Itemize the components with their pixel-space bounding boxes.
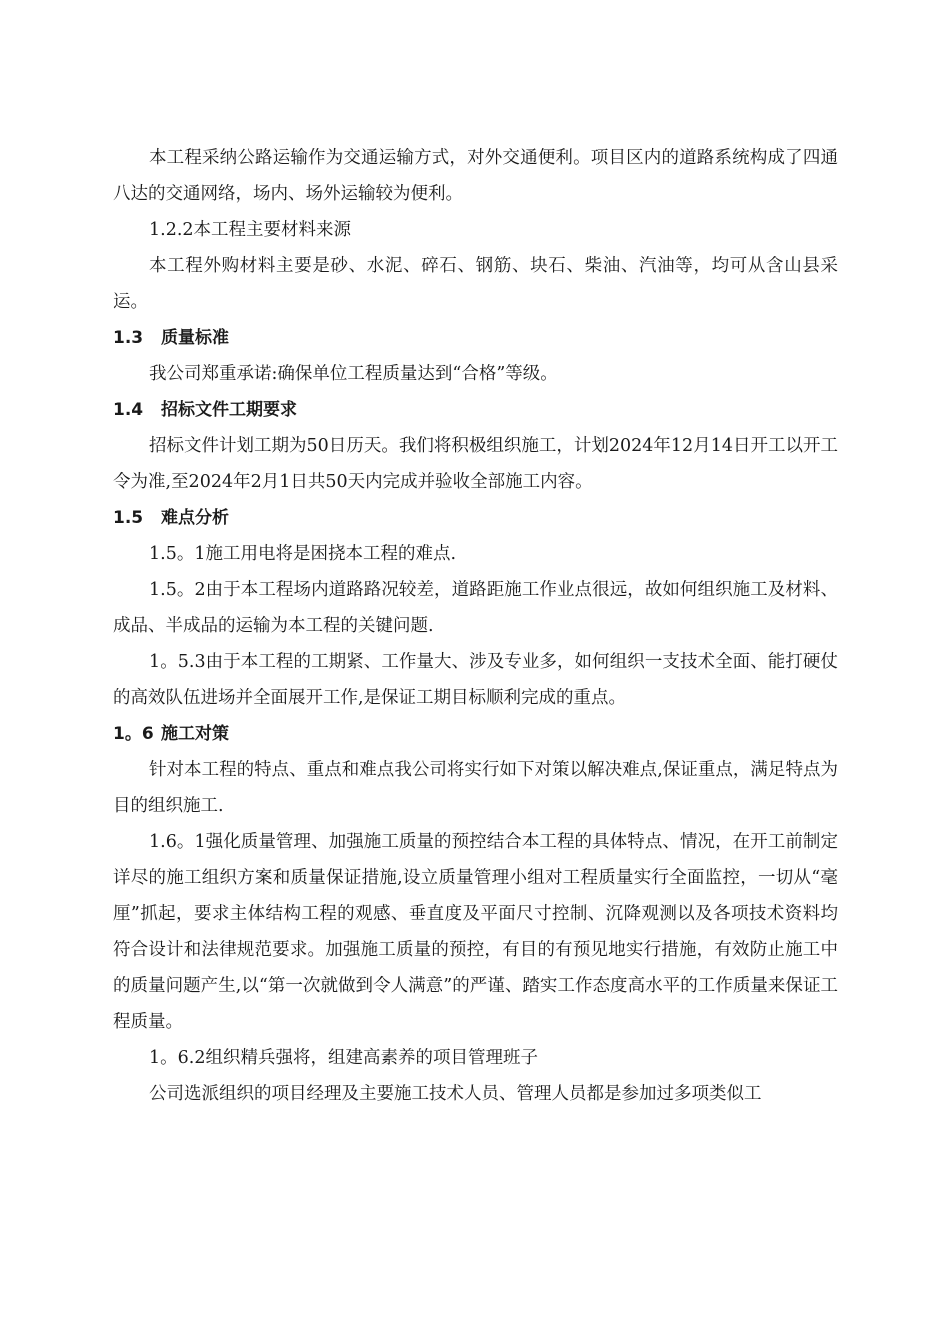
heading-title: 招标文件工期要求 bbox=[161, 400, 297, 420]
document-body bbox=[113, 140, 838, 1112]
heading-difficulty-analysis bbox=[113, 500, 838, 536]
paragraph-countermeasure-2-body: 公司选派组织的项目经理及主要施工技术人员、管理人员都是参加过多项类似工 bbox=[149, 1084, 762, 1104]
heading-title: 难点分析 bbox=[161, 508, 229, 528]
paragraph-countermeasure-1: 1.6。1强化质量管理、加强施工质量的预控结合本工程的具体特点、情况，在开工前制定详尽的施工组织方案和质量保证措施,设立质量管理小组对工程质量实行全面监控，一切从“毫厘”抓起，要求主体结构工程的观感、垂直度及平面尺寸控制、沉降观测以及各项技术资料均符合设计和法律规范要求。加强施工质量的预控，有目的有预见地实行措施，有效防止施工中的质量问题产生,以“第一次就做到令人满意”的严谨、踏实工作态度高水平的工作质量来保证工程质量。 bbox=[113, 832, 838, 1032]
paragraph-difficulty-3: 1。5.3由于本工程的工期紧、工作量大、涉及专业多，如何组织一支技术全面、能打硬仗的高效队伍进场并全面展开工作,是保证工期目标顺利完成的重点。 bbox=[113, 652, 838, 708]
heading-title: 施工对策 bbox=[161, 724, 229, 744]
heading-number: 1。6 bbox=[113, 724, 154, 744]
heading-number: 1.3 bbox=[113, 328, 144, 348]
heading-countermeasures bbox=[113, 716, 838, 752]
paragraph-quality: 我公司郑重承诺:确保单位工程质量达到“合格”等级。 bbox=[149, 364, 558, 384]
paragraph-countermeasures-intro: 针对本工程的特点、重点和难点我公司将实行如下对策以解决难点,保证重点，满足特点为目的组织施工. bbox=[113, 760, 838, 816]
heading-schedule-requirement bbox=[113, 392, 838, 428]
heading-quality-standard bbox=[113, 320, 838, 356]
paragraph-difficulty-2: 1.5。2由于本工程场内道路路况较差，道路距施工作业点很远，故如何组织施工及材料、成品、半成品的运输为本工程的关键问题. bbox=[113, 580, 838, 636]
paragraph-transport: 本工程采纳公路运输作为交通运输方式，对外交通便利。项目区内的道路系统构成了四通八达的交通网络，场内、场外运输较为便利。 bbox=[113, 148, 838, 204]
heading-number: 1.4 bbox=[113, 400, 144, 420]
heading-number: 1.5 bbox=[113, 508, 144, 528]
subheading-materials-source: 1.2.2本工程主要材料来源 bbox=[149, 220, 352, 240]
paragraph-schedule: 招标文件计划工期为50日历天。我们将积极组织施工，计划2024年12月14日开工以开工令为准,至2024年2月1日共50天内完成并验收全部施工内容。 bbox=[113, 436, 838, 492]
paragraph-difficulty-1: 1.5。1施工用电将是困挠本工程的难点. bbox=[149, 544, 457, 564]
paragraph-countermeasure-2: 1。6.2组织精兵强将，组建高素养的项目管理班子 bbox=[149, 1048, 538, 1068]
heading-title: 质量标准 bbox=[161, 328, 229, 348]
paragraph-materials: 本工程外购材料主要是砂、水泥、碎石、钢筋、块石、柴油、汽油等，均可从含山县采运。 bbox=[113, 256, 838, 312]
